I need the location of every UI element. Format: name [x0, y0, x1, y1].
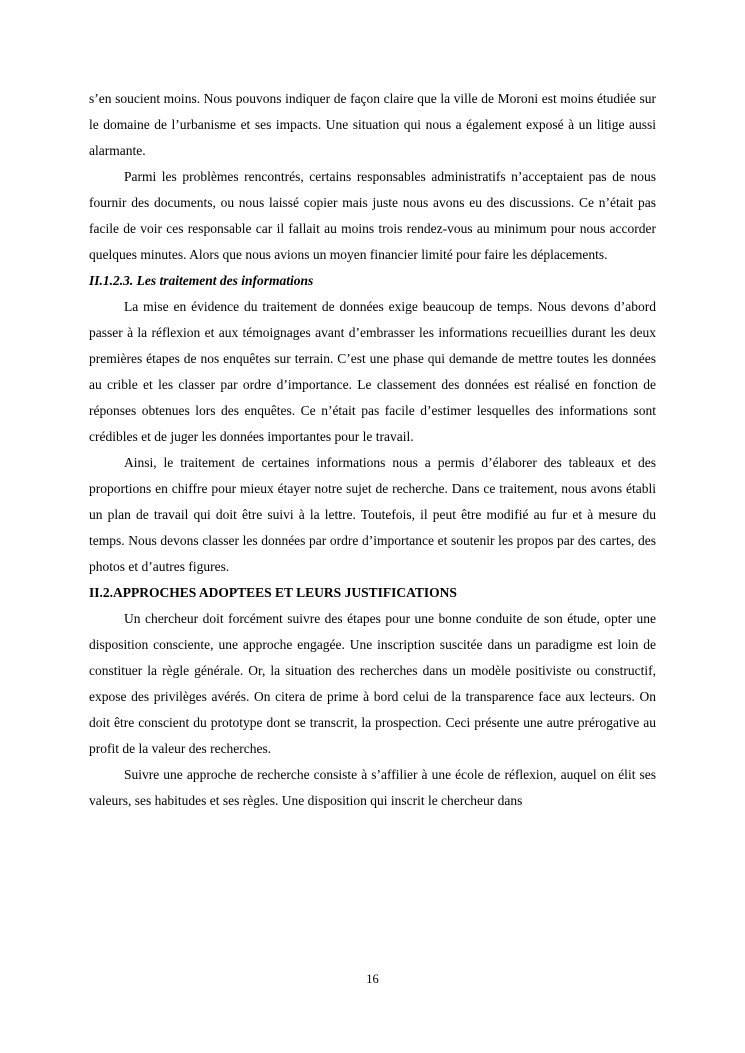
paragraph-researcher: Un chercheur doit forcément suivre des étapes pour une bonne conduite de son étude, opter une disposition consciente, une approche engagée. Une inscription suscitée dans un paradigme est loin de constituer la règle générale. Or, la situation des recherches dans un modèle positiviste ou constructif, expose des privilèges avérés. On citera de prime à bord celui de la transparence face aux lecteurs. On doit être conscient du prototype dont se transcrit, la prospection. Ceci présente une autre prérogative au profit de la valeur des recherches.: [89, 611, 656, 756]
paragraph-data-treatment: La mise en évidence du traitement de données exige beaucoup de temps. Nous devons d’abord passer à la réflexion et aux témoignages avant d’embrasser les informations recueillies durant les deux premières étapes de nos enquêtes sur terrain. C’est une phase qui demande de mettre toutes les données au crible et les classer par ordre d’importance. Le classement des données est réalisé en fonction de réponses obtenues lors des enquêtes. Ce n’était pas facile d’estimer lesquelles des informations sont crédibles et de juger les données importantes pour le travail.: [89, 299, 656, 444]
paragraph-continuation: s’en soucient moins. Nous pouvons indiquer de façon claire que la ville de Moroni est moins étudiée sur le domaine de l’urbanisme et ses impacts. Une situation qui nous a également exposé à un litige aussi alarmante.: [89, 91, 656, 158]
page-body: [89, 86, 656, 814]
paragraph-treatment-results: Ainsi, le traitement de certaines informations nous a permis d’élaborer des tableaux et des proportions en chiffre pour mieux étayer notre sujet de recherche. Dans ce traitement, nous avons établi un plan de travail qui doit être suivi à la lettre. Toutefois, il peut être modifié au fur et à mesure du temps. Nous devons classer les données par ordre d’importance et soutenir les propos par des cartes, des photos et d’autres figures.: [89, 455, 656, 574]
section-heading-approaches: II.2.APPROCHES ADOPTEES ET LEURS JUSTIFICATIONS: [89, 585, 457, 600]
section-heading-traitement: II.1.2.3. Les traitement des informations: [89, 273, 314, 288]
page-number: 16: [366, 972, 379, 986]
paragraph-approach: Suivre une approche de recherche consiste à s’affilier à une école de réflexion, auquel on élit ses valeurs, ses habitudes et ses règles. Une disposition qui inscrit le chercheur dans: [89, 767, 656, 808]
paragraph-problems: Parmi les problèmes rencontrés, certains responsables administratifs n’acceptaient pas de nous fournir des documents, ou nous laissé copier mais juste nous avons eu des discussions. Ce n’était pas facile de voir ces responsable car il fallait au moins trois rendez-vous au minimum pour nous accorder quelques minutes. Alors que nous avions un moyen financier limité pour faire les déplacements.: [89, 169, 656, 262]
